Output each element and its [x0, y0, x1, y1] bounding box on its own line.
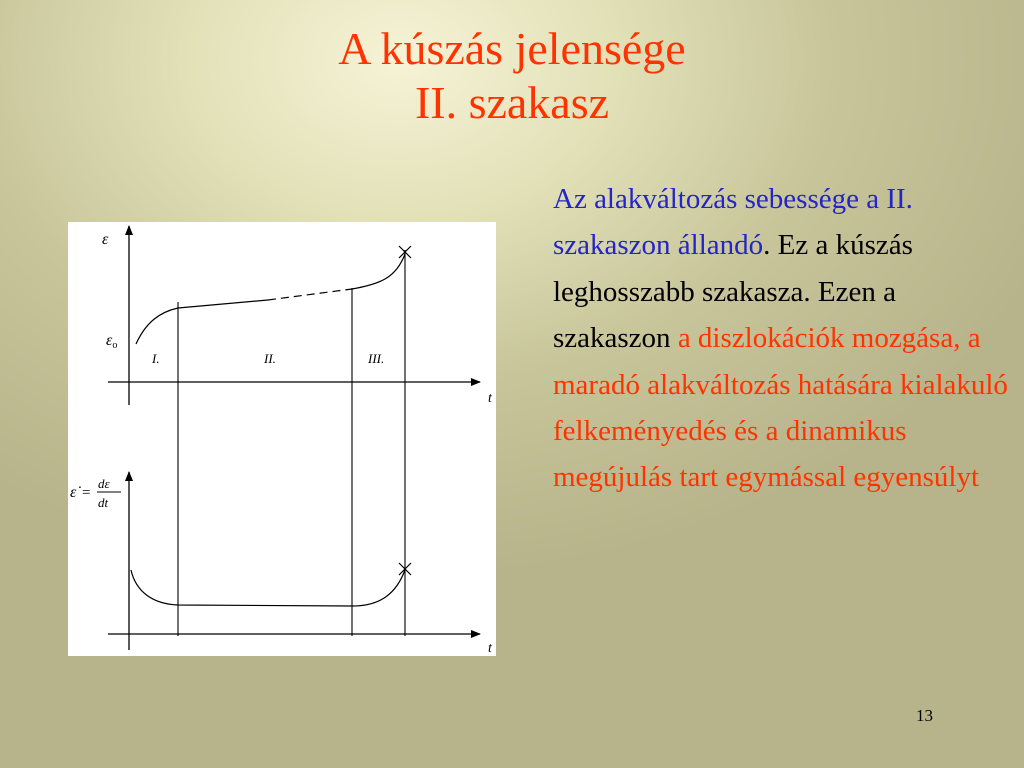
stage-label-2: II. [264, 351, 276, 366]
title-line-1: A kúszás jelensége [338, 23, 686, 74]
strain-rate-denominator: dt [98, 495, 109, 510]
constant-rate-statement: Az alakváltozás sebessége a II. szakaszon állandó [553, 183, 913, 262]
slide-title [0, 22, 1024, 130]
time-label-top: t [488, 391, 492, 406]
strain-curve [136, 300, 268, 344]
title-line-2: II. szakasz [414, 77, 610, 128]
stage-label-3: III. [368, 351, 385, 366]
creep-diagram [68, 222, 496, 656]
eps0-subscript: o [112, 340, 118, 351]
description-paragraph [553, 176, 1018, 501]
strain-rate-symbol: ε̇ [70, 484, 77, 501]
creep-curve-figure [68, 222, 496, 656]
strain-rate-numerator: dε [98, 476, 110, 491]
strain-curve-dashed [268, 289, 352, 300]
strain-axis-label: ε [102, 231, 109, 248]
strain-curve-tertiary [352, 254, 405, 289]
time-label-bottom: t [488, 641, 492, 656]
longest-stage-statement: . Ez a kúszás leghosszabb szakasza. Ezen a szakaszon [553, 229, 913, 355]
strain-rate-equals: = [82, 485, 91, 501]
eps0-symbol: ε [106, 332, 113, 349]
slide-number: 13 [916, 706, 933, 725]
strain-rate-curve [131, 570, 405, 606]
equilibrium-statement: a diszlokációk mozgása, a maradó alakváltozás hatására kialakuló felkeményedés és a dinamikus megújulás tart egymással egyensúlyt [553, 322, 1008, 494]
eps0-label [106, 332, 117, 351]
stage-label-1: I. [152, 351, 160, 366]
